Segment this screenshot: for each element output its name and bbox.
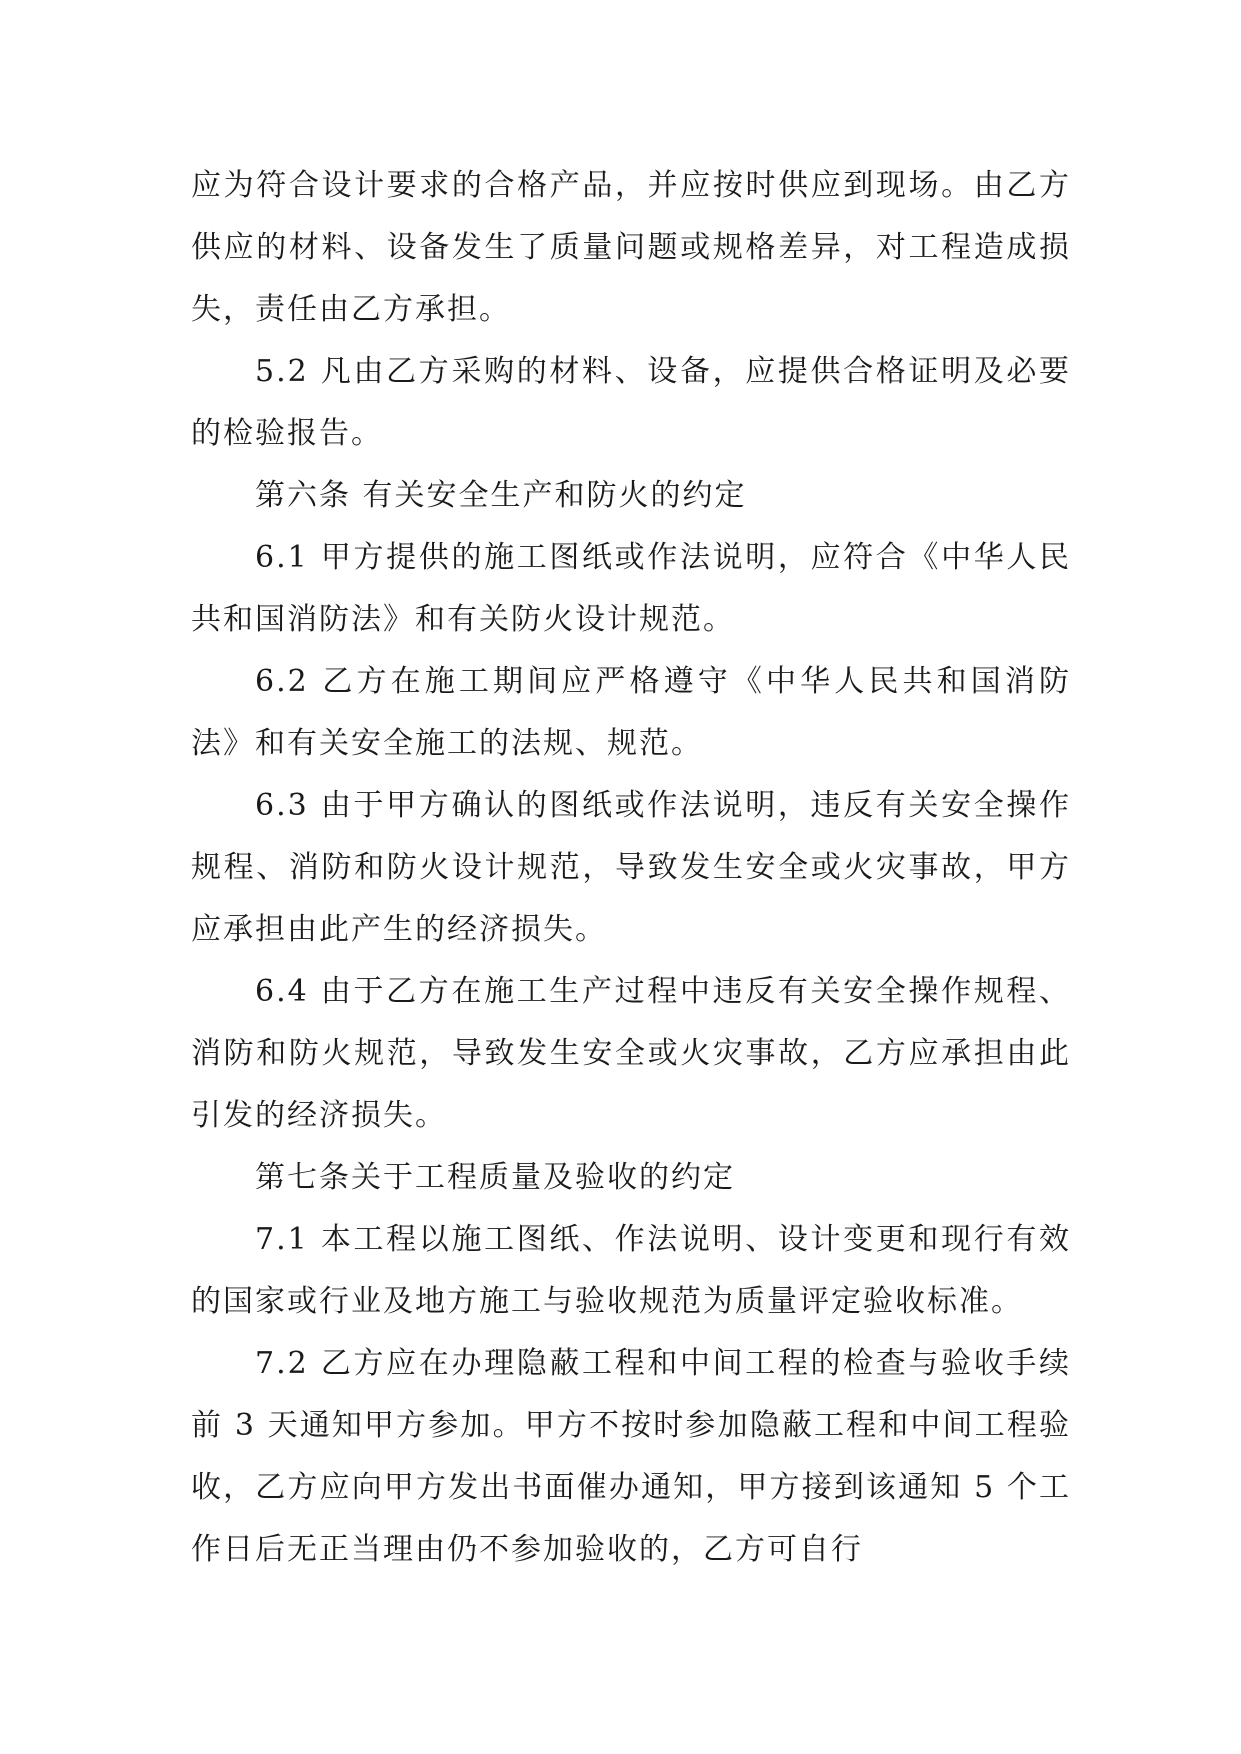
paragraph-6-3: 6.3 由于甲方确认的图纸或作法说明，违反有关安全操作规程、消防和防火设计规范，导致发生安全或火灾事故，甲方应承担由此产生的经济损失。 xyxy=(191,788,1071,947)
paragraph-5-2: 5.2 凡由乙方采购的材料、设备，应提供合格证明及必要的检验报告。 xyxy=(191,354,1071,451)
paragraph-6-1: 6.1 甲方提供的施工图纸或作法说明，应符合《中华人民共和国消防法》和有关防火设计规范。 xyxy=(191,540,1071,637)
document-page xyxy=(191,155,1071,1581)
paragraph-6-2: 6.2 乙方在施工期间应严格遵守《中华人民共和国消防法》和有关安全施工的法规、规范。 xyxy=(191,664,1071,761)
paragraph-7-1: 7.1 本工程以施工图纸、作法说明、设计变更和现行有效的国家或行业及地方施工与验收规范为质量评定验收标准。 xyxy=(191,1222,1071,1319)
section-heading-6: 第六条 有关安全生产和防火的约定 xyxy=(255,478,747,513)
paragraph-6-4: 6.4 由于乙方在施工生产过程中违反有关安全操作规程、消防和防火规范，导致发生安全或火灾事故，乙方应承担由此引发的经济损失。 xyxy=(191,974,1071,1133)
paragraph-7-2: 7.2 乙方应在办理隐蔽工程和中间工程的检查与验收手续前 3 天通知甲方参加。甲方不按时参加隐蔽工程和中间工程验收，乙方应向甲方发出书面催办通知，甲方接到该通知 5 个工作日后无正当理由仍不参加验收的，乙方可自行 xyxy=(191,1346,1071,1567)
section-heading-7: 第七条关于工程质量及验收的约定 xyxy=(255,1160,735,1195)
paragraph-continuation: 应为符合设计要求的合格产品，并应按时供应到现场。由乙方供应的材料、设备发生了质量问题或规格差异，对工程造成损失，责任由乙方承担。 xyxy=(191,168,1071,327)
